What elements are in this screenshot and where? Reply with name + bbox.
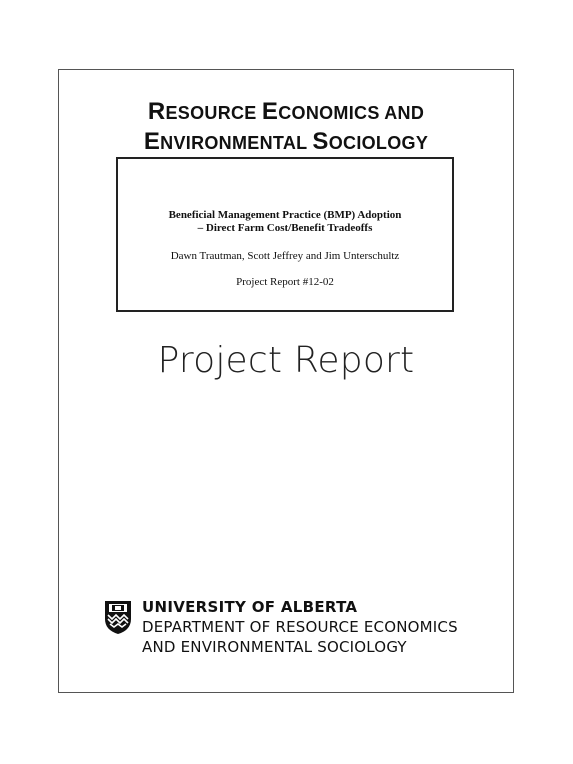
header-title-line1: RESOURCE ECONOMICS AND <box>147 98 425 125</box>
report-authors: Dawn Trautman, Scott Jeffrey and Jim Unterschultz <box>170 250 400 262</box>
university-branding <box>142 597 458 657</box>
header-title-line2: ENVIRONMENTAL SOCIOLOGY <box>143 128 429 155</box>
department-line1: DEPARTMENT OF RESOURCE ECONOMICS <box>142 618 458 636</box>
report-title-line2: – Direct Farm Cost/Benefit Tradeoffs <box>197 222 373 234</box>
university-shield-icon <box>104 599 132 635</box>
university-name: UNIVERSITY OF ALBERTA <box>142 598 358 616</box>
report-title-line1: Beneficial Management Practice (BMP) Adoption <box>168 209 402 221</box>
report-number: Project Report #12-02 <box>236 276 334 288</box>
report-info-box <box>116 157 454 312</box>
department-line2: AND ENVIRONMENTAL SOCIOLOGY <box>142 638 407 656</box>
document-type-heading: Project Report <box>157 340 415 381</box>
report-title <box>118 209 452 235</box>
